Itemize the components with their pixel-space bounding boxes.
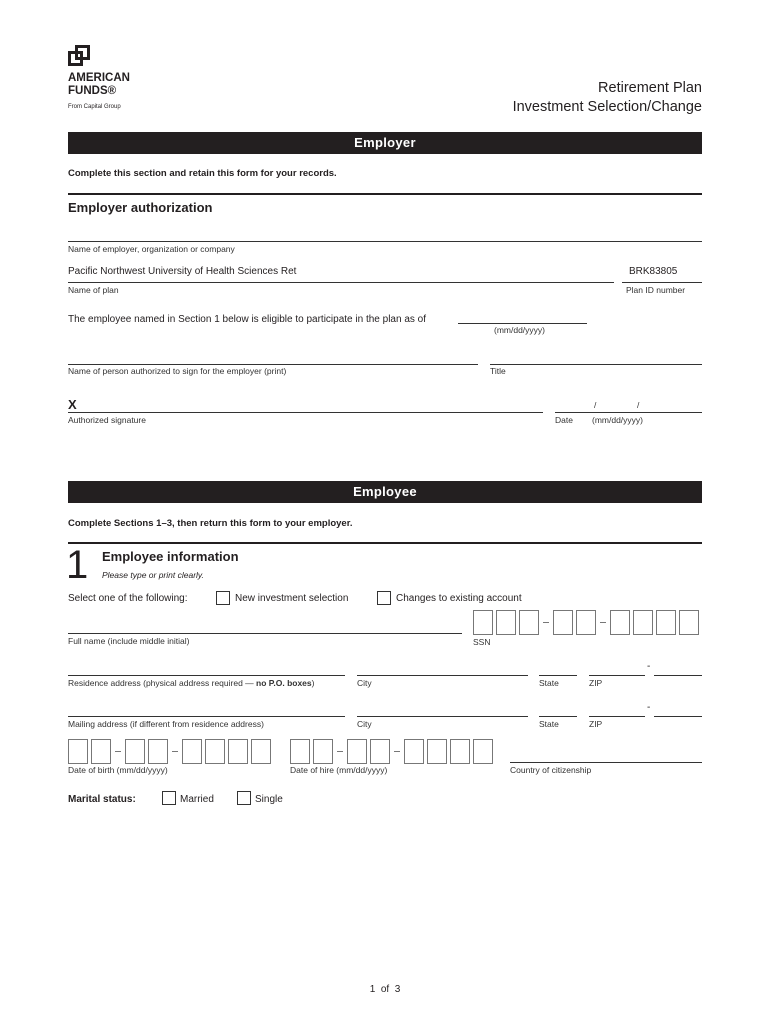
residence-zip-dash: - [647,661,651,672]
signer-title-label: Title [490,366,506,376]
form-title-line2: Investment Selection/Change [512,99,702,115]
plan-name-field[interactable] [68,282,614,283]
section-subheading: Please type or print clearly. [102,570,204,580]
mailing-city-field[interactable] [357,716,528,717]
employer-auth-heading: Employer authorization [68,200,213,215]
residence-state-field[interactable] [539,675,577,676]
eligible-date-field[interactable] [458,323,587,324]
mailing-address-field[interactable] [68,716,345,717]
employer-rule [68,193,702,195]
signature-field[interactable] [68,412,543,413]
employee-section-bar: Employee [68,481,702,503]
single-checkbox[interactable] [237,791,251,805]
mailing-address-label: Mailing address (if different from residence address) [68,719,264,729]
residence-city-field[interactable] [357,675,528,676]
logo-line2: FUNDS® [68,85,117,97]
section-number: 1 [66,543,89,587]
signer-name-field[interactable] [68,364,478,365]
doh-boxes[interactable] [290,739,500,765]
married-checkbox[interactable] [162,791,176,805]
full-name-field[interactable] [68,633,462,634]
new-selection-checkbox[interactable] [216,591,230,605]
residence-address-field[interactable] [68,675,345,676]
mailing-state-field[interactable] [539,716,577,717]
employer-name-field[interactable] [68,241,702,242]
signature-date-field[interactable] [555,412,702,413]
form-title-line1: Retirement Plan [598,80,702,96]
signature-date-label: Date [555,415,573,425]
new-selection-label: New investment selection [235,593,349,604]
eligible-date-label: (mm/dd/yyyy) [494,325,545,335]
plan-id-value: BRK83805 [629,266,678,277]
employer-section-bar: Employer [68,132,702,154]
full-name-label: Full name (include middle initial) [68,636,190,646]
married-label: Married [180,794,214,805]
plan-name-label: Name of plan [68,285,119,295]
change-account-label: Changes to existing account [396,593,522,604]
signer-name-label: Name of person authorized to sign for the employer (print) [68,366,287,376]
page-number: 1 of 3 [369,984,401,995]
mailing-zip-dash: - [647,702,651,713]
citizenship-field[interactable] [510,762,702,763]
logo-tagline: From Capital Group [68,104,121,110]
residence-zip-field[interactable] [589,675,645,676]
mailing-city-label: City [357,719,372,729]
section-heading: Employee information [102,549,239,564]
dob-boxes[interactable] [68,739,278,765]
residence-address-label: Residence address (physical address required — no P.O. boxes) [68,678,315,688]
date-slash-1: / [594,400,597,410]
employer-instruction: Complete this section and retain this form for your records. [68,168,337,179]
plan-id-label: Plan ID number [626,285,686,295]
change-account-checkbox[interactable] [377,591,391,605]
mailing-zip-field[interactable] [589,716,645,717]
dob-label: Date of birth (mm/dd/yyyy) [68,765,168,775]
employer-name-label: Name of employer, organization or company [68,244,235,254]
marital-status-label: Marital status: [68,794,136,805]
signer-title-field[interactable] [490,364,702,365]
signature-x: X [68,397,77,412]
employee-rule [68,542,702,544]
eligible-statement: The employee named in Section 1 below is eligible to participate in the plan as of [68,314,426,325]
residence-state-label: State [539,678,559,688]
residence-zip-label: ZIP [589,678,603,688]
residence-zip4-field[interactable] [654,675,702,676]
mailing-zip-label: ZIP [589,719,603,729]
mailing-state-label: State [539,719,559,729]
select-label: Select one of the following: [68,593,188,604]
citizenship-label: Country of citizenship [510,765,592,775]
plan-id-field[interactable] [622,282,702,283]
plan-name-value: Pacific Northwest University of Health Sciences Ret [68,266,297,277]
mailing-zip4-field[interactable] [654,716,702,717]
ssn-boxes[interactable] [473,610,713,636]
ssn-label: SSN [473,637,491,647]
american-funds-logo-icon [68,45,90,67]
date-slash-2: / [637,400,640,410]
logo-line1: AMERICAN [68,72,130,84]
doh-label: Date of hire (mm/dd/yyyy) [290,765,388,775]
employee-instruction: Complete Sections 1–3, then return this form to your employer. [68,518,353,529]
single-label: Single [255,794,283,805]
signature-date-format: (mm/dd/yyyy) [592,415,643,425]
residence-city-label: City [357,678,372,688]
signature-label: Authorized signature [68,415,146,425]
